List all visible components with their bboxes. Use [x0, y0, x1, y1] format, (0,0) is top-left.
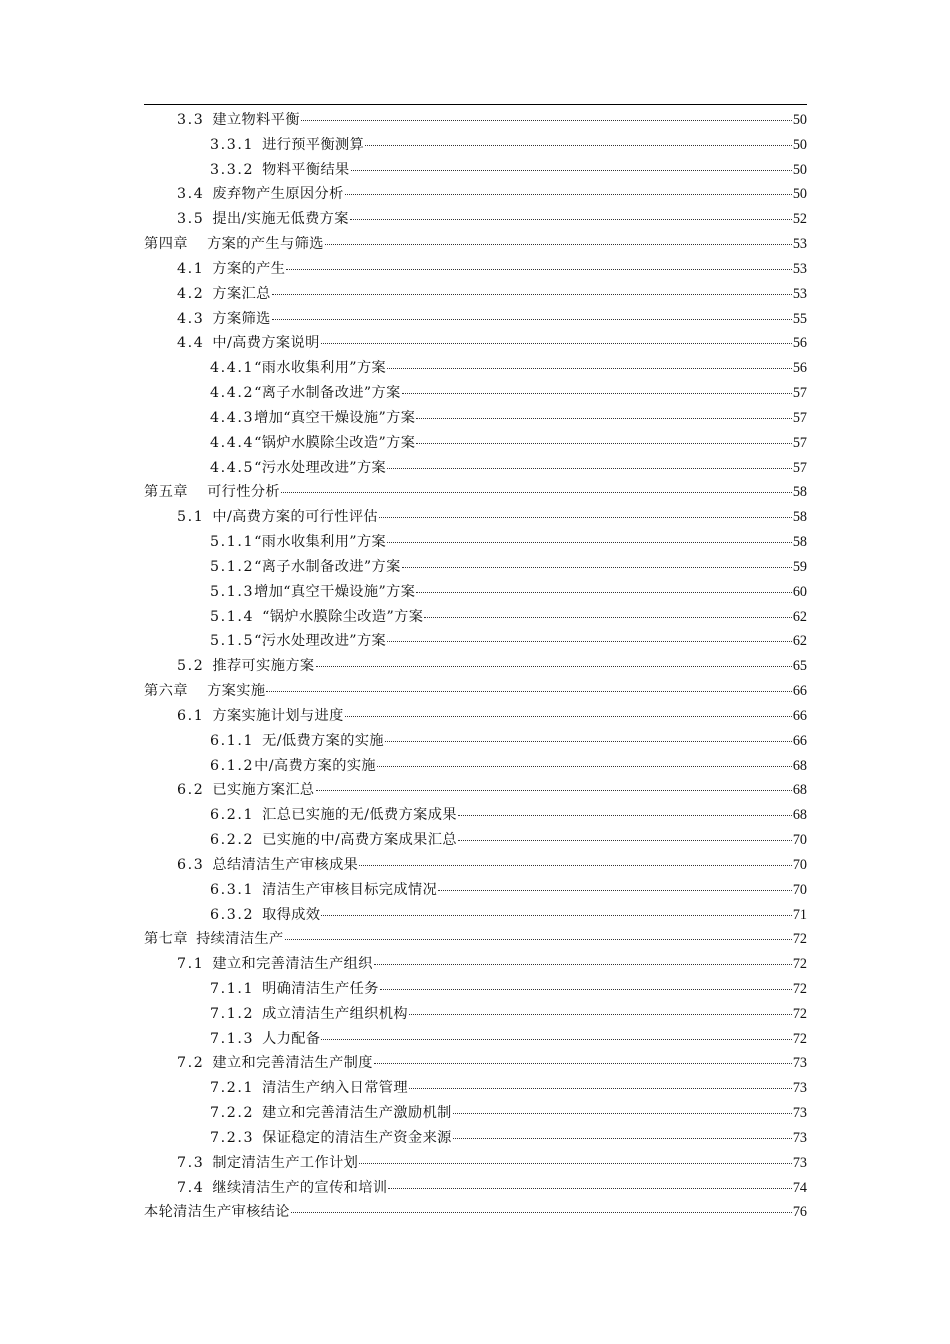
toc-dot-leader — [374, 963, 792, 965]
toc-entry-title: “污水处理改进”方案 — [254, 459, 387, 476]
toc-entry-title: “雨水收集利用”方案 — [254, 360, 387, 377]
toc-entry-page-number: 71 — [792, 906, 807, 923]
toc-entry-title: 建立和完善清洁生产组织 — [212, 956, 373, 973]
toc-entry[interactable] — [144, 1027, 807, 1052]
toc-entry-page-number: 58 — [792, 509, 807, 526]
toc-dot-leader — [387, 640, 792, 642]
toc-entry-page-number: 62 — [792, 608, 807, 625]
toc-dot-leader — [272, 318, 792, 320]
toc-entry[interactable] — [144, 505, 807, 530]
toc-entry-number: 6.3.2 — [210, 906, 255, 923]
toc-entry-number: 5.1.3 — [210, 583, 255, 600]
toc-entry-page-number: 73 — [792, 1080, 807, 1097]
toc-entry-number: 第七章 — [144, 931, 189, 948]
toc-dot-leader — [438, 889, 792, 891]
toc-entry-title: 取得成效 — [262, 906, 321, 923]
toc-dot-leader — [272, 293, 792, 295]
toc-entry-title: 总结清洁生产审核成果 — [212, 856, 359, 873]
toc-entry-number: 6.1.1 — [210, 732, 255, 749]
toc-entry-title: “污水处理改进”方案 — [254, 633, 387, 650]
toc-entry-page-number: 70 — [792, 856, 807, 873]
toc-entry[interactable] — [144, 406, 807, 431]
toc-entry-title: 清洁生产审核目标完成情况 — [262, 881, 438, 898]
toc-entry-number: 5.1.5 — [210, 633, 255, 650]
toc-entry-number: 3.3.1 — [210, 136, 255, 153]
toc-dot-leader — [374, 1062, 792, 1064]
toc-entry[interactable] — [144, 580, 807, 605]
toc-entry-page-number: 68 — [792, 782, 807, 799]
toc-entry-title: “锅炉水膜除尘改造”方案 — [262, 608, 424, 625]
toc-dot-leader — [387, 541, 792, 543]
toc-dot-leader — [316, 665, 792, 667]
toc-dot-leader — [291, 1211, 792, 1213]
toc-entry-number: 5.1.2 — [210, 558, 255, 575]
toc-entry[interactable] — [144, 1051, 807, 1076]
toc-entry-page-number: 56 — [792, 335, 807, 352]
toc-entry[interactable] — [144, 456, 807, 481]
toc-entry[interactable] — [144, 331, 807, 356]
toc-entry-title: 继续清洁生产的宣传和培训 — [212, 1179, 388, 1196]
toc-dot-leader — [402, 392, 792, 394]
toc-entry-number: 6.1.2 — [210, 757, 255, 774]
toc-entry-page-number: 60 — [792, 583, 807, 600]
toc-entry[interactable] — [144, 555, 807, 580]
toc-entry-title: 提出/实施无低费方案 — [212, 211, 349, 228]
toc-entry-page-number: 76 — [792, 1204, 807, 1221]
toc-entry[interactable] — [144, 927, 807, 952]
toc-entry-number: 7.1.3 — [210, 1030, 255, 1047]
toc-entry-page-number: 57 — [792, 434, 807, 451]
toc-entry-number: 6.2 — [177, 782, 205, 799]
header-rule — [144, 104, 807, 105]
toc-entry[interactable] — [144, 778, 807, 803]
toc-entry-title: 方案实施 — [207, 683, 266, 700]
toc-entry-title: “离子水制备改进”方案 — [254, 558, 401, 575]
toc-dot-leader — [453, 1112, 792, 1114]
toc-entry-page-number: 62 — [792, 633, 807, 650]
toc-entry[interactable] — [144, 977, 807, 1002]
toc-entry-title: “离子水制备改进”方案 — [254, 385, 401, 402]
toc-entry-title: 无/低费方案的实施 — [262, 732, 384, 749]
toc-entry[interactable] — [144, 729, 807, 754]
toc-entry-page-number: 72 — [792, 980, 807, 997]
toc-entry-title: 保证稳定的清洁生产资金来源 — [262, 1129, 452, 1146]
toc-entry[interactable] — [144, 480, 807, 505]
toc-entry[interactable] — [144, 1101, 807, 1126]
toc-entry-title: 中/高费方案说明 — [212, 335, 320, 352]
toc-entry-number: 6.3.1 — [210, 881, 255, 898]
toc-dot-leader — [416, 442, 792, 444]
toc-entry-number: 第四章 — [144, 236, 189, 253]
toc-entry[interactable] — [144, 853, 807, 878]
toc-dot-leader — [402, 566, 792, 568]
toc-entry-title: 可行性分析 — [207, 484, 281, 501]
toc-dot-leader — [409, 1013, 792, 1015]
toc-entry[interactable] — [144, 133, 807, 158]
toc-entry-page-number: 72 — [792, 1030, 807, 1047]
toc-entry-page-number: 66 — [792, 732, 807, 749]
toc-entry-title: 已实施方案汇总 — [212, 782, 315, 799]
toc-entry-title: “雨水收集利用”方案 — [254, 534, 387, 551]
toc-entry-number: 6.1 — [177, 707, 205, 724]
toc-entry-title: 汇总已实施的无/低费方案成果 — [262, 807, 457, 824]
toc-dot-leader — [285, 938, 792, 940]
toc-entry[interactable] — [144, 679, 807, 704]
toc-dot-leader — [281, 491, 792, 493]
toc-entry-title: 本轮清洁生产审核结论 — [144, 1204, 290, 1221]
toc-entry[interactable] — [144, 108, 807, 133]
toc-entry[interactable] — [144, 1151, 807, 1176]
toc-entry-page-number: 72 — [792, 956, 807, 973]
toc-entry-number: 7.4 — [177, 1179, 205, 1196]
toc-entry-title: 建立物料平衡 — [212, 112, 300, 128]
toc-entry-page-number: 72 — [792, 931, 807, 948]
toc-entry-title: 已实施的中/高费方案成果汇总 — [262, 832, 457, 849]
toc-entry-number: 7.2.1 — [210, 1080, 255, 1097]
toc-dot-leader — [416, 417, 792, 419]
toc-entry-title: 增加“真空干燥设施”方案 — [254, 583, 416, 600]
toc-dot-leader — [321, 342, 792, 344]
toc-entry-number: 第五章 — [144, 484, 189, 501]
toc-entry-title: 明确清洁生产任务 — [262, 980, 379, 997]
toc-dot-leader — [350, 218, 792, 220]
toc-entry[interactable] — [144, 182, 807, 207]
toc-entry-page-number: 68 — [792, 807, 807, 824]
toc-entry-number: 7.1.2 — [210, 1005, 255, 1022]
toc-entry-number: 7.1 — [177, 956, 205, 973]
toc-entry-page-number: 68 — [792, 757, 807, 774]
toc-dot-leader — [416, 591, 792, 593]
toc-entry[interactable] — [144, 232, 807, 257]
toc-entry-number: 4.1 — [177, 260, 205, 277]
toc-dot-leader — [365, 144, 792, 146]
toc-entry-title: 推荐可实施方案 — [212, 658, 315, 675]
toc-entry-title: 方案实施计划与进度 — [212, 707, 344, 724]
toc-dot-leader — [321, 914, 791, 916]
toc-entry-number: 7.2.3 — [210, 1129, 255, 1146]
toc-entry[interactable] — [144, 952, 807, 977]
toc-dot-leader — [458, 839, 792, 841]
toc-entry-page-number: 65 — [792, 658, 807, 675]
toc-entry-title: 人力配备 — [262, 1030, 321, 1047]
toc-entry-number: 3.3 — [177, 112, 205, 128]
toc-entry-title: 方案汇总 — [212, 285, 271, 302]
toc-entry[interactable] — [144, 878, 807, 903]
toc-entry-number: 5.1 — [177, 509, 205, 526]
toc-entry[interactable] — [144, 1002, 807, 1027]
toc-entry-number: 4.4.3 — [210, 409, 255, 426]
toc-dot-leader — [359, 864, 792, 866]
toc-entry-page-number: 55 — [792, 310, 807, 327]
toc-dot-leader — [453, 1137, 792, 1139]
toc-entry[interactable] — [144, 629, 807, 654]
toc-entry-page-number: 50 — [792, 186, 807, 203]
toc-entry-page-number: 70 — [792, 832, 807, 849]
toc-dot-leader — [301, 119, 792, 121]
toc-entry-page-number: 72 — [792, 1005, 807, 1022]
toc-entry[interactable] — [144, 1126, 807, 1151]
toc-entry-title: 物料平衡结果 — [262, 161, 350, 178]
toc-entry-title: 进行预平衡测算 — [262, 136, 365, 153]
toc-dot-leader — [321, 1038, 791, 1040]
toc-entry-page-number: 66 — [792, 707, 807, 724]
toc-entry-title: 废弃物产生原因分析 — [212, 186, 344, 203]
toc-entry-page-number: 53 — [792, 260, 807, 277]
toc-entry[interactable] — [144, 1200, 807, 1225]
toc-entry[interactable] — [144, 356, 807, 381]
toc-entry-number: 4.4.5 — [210, 459, 255, 476]
toc-entry-number: 7.2 — [177, 1055, 205, 1072]
toc-entry[interactable] — [144, 530, 807, 555]
table-of-contents — [144, 108, 807, 1225]
toc-entry[interactable] — [144, 903, 807, 928]
toc-entry-number: 6.3 — [177, 856, 205, 873]
toc-dot-leader — [388, 1187, 791, 1189]
toc-dot-leader — [325, 243, 792, 245]
toc-entry[interactable] — [144, 207, 807, 232]
toc-entry-title: 方案的产生 — [212, 260, 286, 277]
toc-entry[interactable] — [144, 654, 807, 679]
toc-entry-page-number: 57 — [792, 385, 807, 402]
toc-entry-page-number: 73 — [792, 1154, 807, 1171]
toc-entry-page-number: 57 — [792, 409, 807, 426]
toc-entry-number: 3.5 — [177, 211, 205, 228]
toc-entry[interactable] — [144, 754, 807, 779]
toc-entry[interactable] — [144, 1176, 807, 1201]
toc-dot-leader — [345, 193, 792, 195]
toc-dot-leader — [385, 740, 792, 742]
toc-entry-title: 增加“真空干燥设施”方案 — [254, 409, 416, 426]
toc-entry[interactable] — [144, 605, 807, 630]
toc-entry-number: 3.3.2 — [210, 161, 255, 178]
toc-entry-number: 4.4 — [177, 335, 205, 352]
toc-entry-number: 6.2.1 — [210, 807, 255, 824]
toc-entry[interactable] — [144, 381, 807, 406]
toc-dot-leader — [316, 789, 792, 791]
toc-entry[interactable] — [144, 1076, 807, 1101]
toc-entry-number: 5.1.1 — [210, 534, 255, 551]
toc-dot-leader — [387, 467, 792, 469]
toc-entry[interactable] — [144, 803, 807, 828]
toc-entry-title: 建立和完善清洁生产激励机制 — [262, 1105, 452, 1122]
toc-entry-title: 建立和完善清洁生产制度 — [212, 1055, 373, 1072]
toc-entry-page-number: 50 — [792, 136, 807, 153]
toc-entry-title: 制定清洁生产工作计划 — [212, 1154, 359, 1171]
toc-entry-page-number: 50 — [792, 112, 807, 128]
toc-entry-number: 4.2 — [177, 285, 205, 302]
toc-entry-page-number: 73 — [792, 1105, 807, 1122]
toc-entry-title: 中/高费方案的实施 — [254, 757, 376, 774]
toc-entry[interactable] — [144, 257, 807, 282]
toc-entry-page-number: 70 — [792, 881, 807, 898]
toc-entry-number: 7.1.1 — [210, 980, 255, 997]
toc-entry-page-number: 52 — [792, 211, 807, 228]
toc-entry-page-number: 57 — [792, 459, 807, 476]
toc-entry-number: 第六章 — [144, 683, 189, 700]
toc-dot-leader — [458, 814, 792, 816]
toc-entry-title: “锅炉水膜除尘改造”方案 — [254, 434, 416, 451]
toc-entry-number: 6.2.2 — [210, 832, 255, 849]
toc-entry-page-number: 53 — [792, 285, 807, 302]
toc-entry-number: 5.1.4 — [210, 608, 255, 625]
toc-dot-leader — [377, 765, 792, 767]
toc-dot-leader — [387, 367, 792, 369]
toc-entry-page-number: 66 — [792, 683, 807, 700]
toc-entry[interactable] — [144, 307, 807, 332]
toc-entry-number: 4.3 — [177, 310, 205, 327]
toc-entry-title: 成立清洁生产组织机构 — [262, 1005, 408, 1022]
toc-dot-leader — [266, 690, 791, 692]
toc-entry-number: 3.4 — [177, 186, 205, 203]
toc-dot-leader — [345, 715, 792, 717]
toc-entry-page-number: 56 — [792, 360, 807, 377]
toc-entry-page-number: 53 — [792, 236, 807, 253]
toc-entry[interactable] — [144, 828, 807, 853]
toc-entry-title: 方案筛选 — [212, 310, 271, 327]
toc-dot-leader — [351, 169, 792, 171]
toc-entry-page-number: 73 — [792, 1129, 807, 1146]
toc-dot-leader — [359, 1162, 792, 1164]
toc-entry-page-number: 50 — [792, 161, 807, 178]
toc-entry-number: 4.4.1 — [210, 360, 255, 377]
toc-entry-page-number: 59 — [792, 558, 807, 575]
toc-dot-leader — [286, 268, 791, 270]
toc-entry-number: 4.4.4 — [210, 434, 255, 451]
toc-entry-page-number: 74 — [792, 1179, 807, 1196]
toc-entry-title: 中/高费方案的可行性评估 — [212, 509, 379, 526]
toc-entry-title: 清洁生产纳入日常管理 — [262, 1080, 408, 1097]
toc-entry-title: 方案的产生与筛选 — [207, 236, 324, 253]
toc-entry-page-number: 58 — [792, 484, 807, 501]
toc-entry[interactable] — [144, 158, 807, 183]
toc-dot-leader — [409, 1087, 792, 1089]
toc-entry[interactable] — [144, 282, 807, 307]
toc-entry-number: 5.2 — [177, 658, 205, 675]
toc-entry[interactable] — [144, 431, 807, 456]
toc-dot-leader — [379, 516, 792, 518]
toc-entry-page-number: 58 — [792, 534, 807, 551]
toc-dot-leader — [424, 616, 792, 618]
toc-entry[interactable] — [144, 704, 807, 729]
toc-dot-leader — [380, 988, 792, 990]
toc-entry-title: 持续清洁生产 — [196, 931, 284, 948]
toc-entry-number: 7.3 — [177, 1154, 205, 1171]
toc-entry-number: 4.4.2 — [210, 385, 255, 402]
toc-entry-number: 7.2.2 — [210, 1105, 255, 1122]
toc-entry-page-number: 73 — [792, 1055, 807, 1072]
